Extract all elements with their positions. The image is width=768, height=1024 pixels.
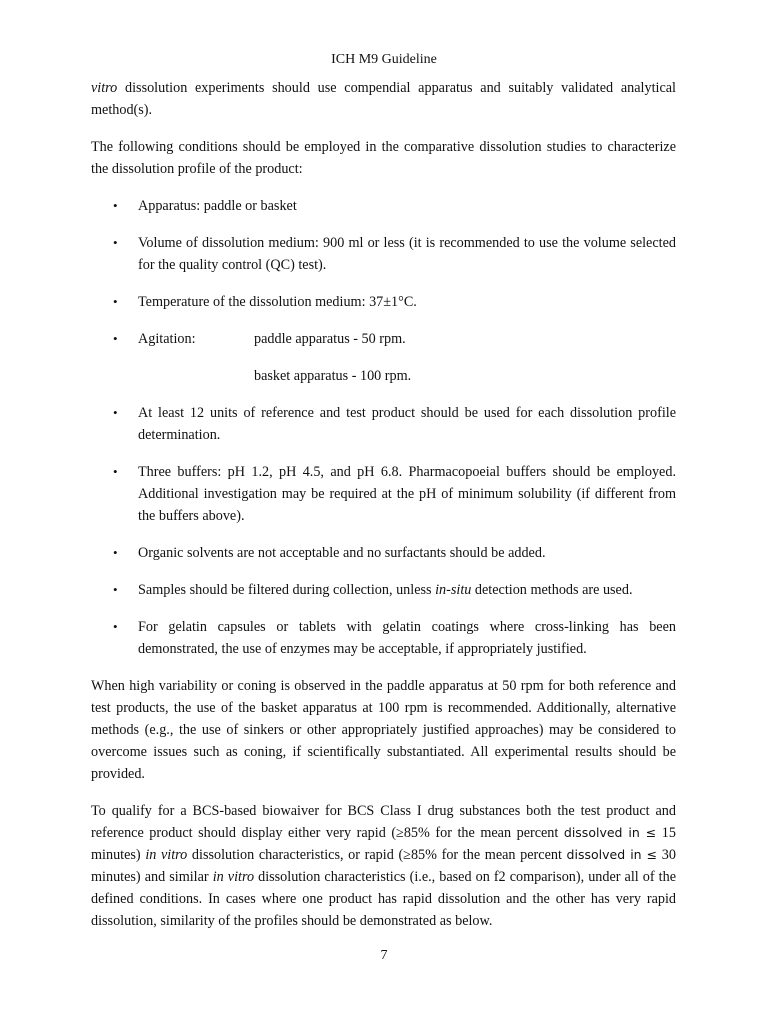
agitation-paddle: paddle apparatus - 50 rpm. [254, 331, 406, 347]
page-number: 7 [380, 948, 388, 963]
bullet-icon: • [113, 405, 118, 420]
list-item [91, 402, 676, 446]
list-item-text: Volume of dissolution medium: 900 ml or less (it is recommended to use the volume selected for the quality control (QC) test). [138, 235, 676, 273]
paragraph-text: dissolution characteristics, or rapid (≥85% for the mean percent [187, 847, 567, 863]
page-content [91, 77, 676, 932]
paragraph-conditions-intro: The following conditions should be employed in the comparative dissolution studies to characterize the dissolution profile of the product: [91, 139, 676, 177]
list-item-text: At least 12 units of reference and test product should be used for each dissolution profile determination. [138, 405, 676, 443]
paragraph-text: 30 minutes) and similar [91, 847, 676, 885]
list-item-text: For gelatin capsules or tablets with gelatin coatings where cross-linking has been demonstrated, the use of enzymes may be acceptable, if appropriately justified. [138, 619, 676, 657]
bullet-icon: • [113, 331, 118, 346]
list-item [91, 616, 676, 660]
bullet-icon: • [113, 545, 118, 560]
bullet-icon: • [113, 619, 118, 634]
agitation-row [138, 328, 676, 350]
paragraph-text: 15 minutes) [91, 825, 676, 863]
conditions-list [91, 195, 676, 660]
list-item [91, 461, 676, 527]
italic-term: in vitro [145, 847, 188, 863]
list-item-text: Organic solvents are not acceptable and no surfactants should be added. [138, 545, 546, 561]
paragraph-text-alt-font: dissolved in ≤ [566, 847, 658, 862]
list-item-agitation [91, 328, 676, 387]
bullet-icon: • [113, 582, 118, 597]
paragraph-coning: When high variability or coning is observed in the paddle apparatus at 50 rpm for both reference and test products, the use of the basket apparatus at 100 rpm is recommended. Additionally, alternative methods (e.g., the use of sinkers or other appropriately justified approaches) may be considered to overcome issues such as coning, if scientifically substantiated. All experimental results should be provided. [91, 678, 676, 782]
paragraph-text: To qualify for a BCS-based biowaiver for BCS Class I drug substances both the test product and reference product should display either very rapid (≥85% for the mean percent [91, 803, 676, 841]
agitation-basket: basket apparatus - 100 rpm. [254, 368, 412, 384]
list-item-text-part: detection methods are used. [471, 582, 633, 598]
bullet-icon: • [113, 294, 118, 309]
list-item-text: Apparatus: paddle or basket [138, 198, 297, 214]
italic-term: in vitro [212, 869, 255, 885]
italic-term: in-situ [435, 582, 472, 598]
list-item-text-part: Samples should be filtered during collection, unless [138, 582, 436, 598]
paragraph-apparatus-validation [91, 77, 676, 121]
list-item-text: Temperature of the dissolution medium: 37±1°C. [138, 294, 417, 310]
list-item [91, 542, 676, 564]
paragraph-biowaiver [91, 800, 676, 932]
list-item [91, 291, 676, 313]
agitation-label: Agitation: [138, 331, 196, 347]
list-item [91, 195, 676, 217]
list-item-text [138, 582, 633, 598]
bullet-icon: • [113, 464, 118, 479]
list-item [91, 579, 676, 601]
paragraph-text-alt-font: dissolved in ≤ [563, 825, 657, 840]
paragraph-text: dissolution experiments should use compendial apparatus and suitably validated analytical method(s). [91, 80, 676, 118]
list-item-text: Three buffers: pH 1.2, pH 4.5, and pH 6.8. Pharmacopoeial buffers should be employed. Additional investigation may be required at the pH of minimum solubility (if different from the buffers above). [138, 464, 676, 524]
paragraph-text: dissolution characteristics (i.e., based on f2 comparison), under all of the defined conditions. In cases where one product has rapid dissolution and the other has very rapid dissolution, similarity of the profiles should be demonstrated as below. [91, 869, 676, 929]
page-header: ICH M9 Guideline [331, 52, 437, 67]
italic-term: vitro [91, 80, 118, 96]
bullet-icon: • [113, 198, 118, 213]
list-item [91, 232, 676, 276]
bullet-icon: • [113, 235, 118, 250]
